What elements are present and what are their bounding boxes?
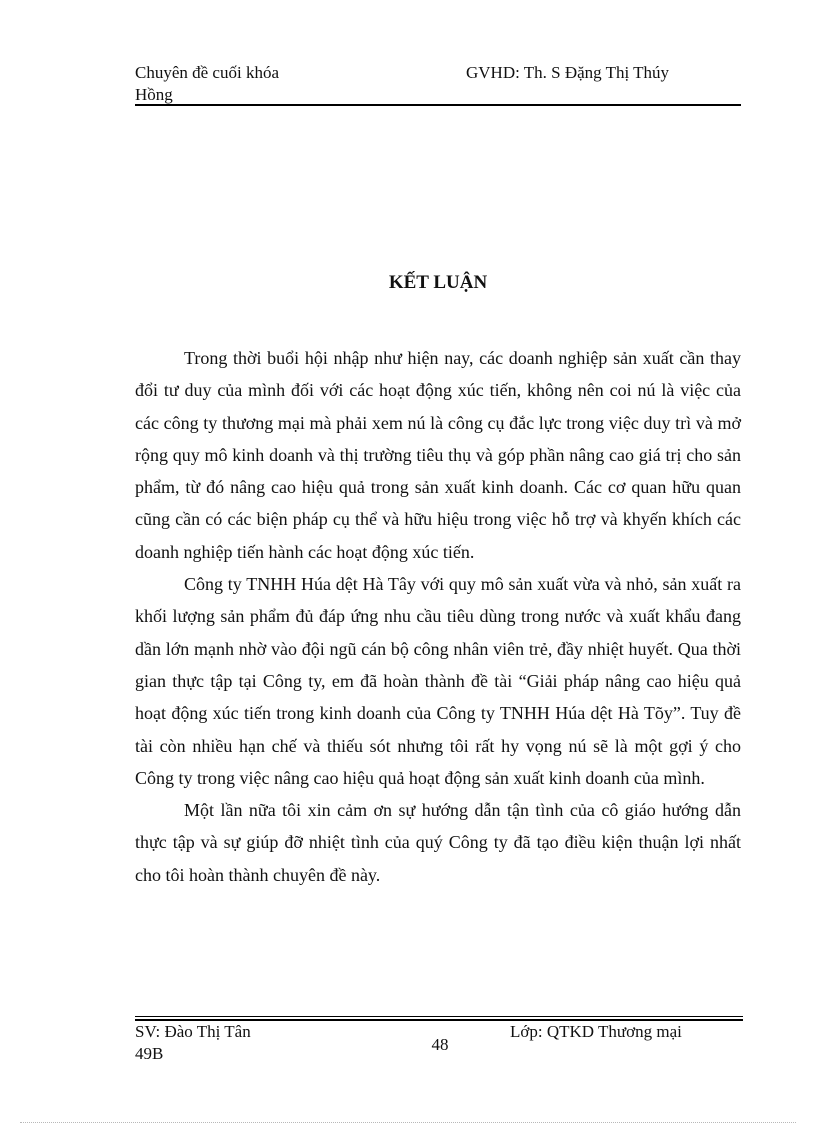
header-left (135, 62, 279, 106)
footer-student-name: SV: Đào Thị Tân (135, 1022, 251, 1041)
paragraph-2: Công ty TNHH Húa dệt Hà Tây với quy mô sản xuất vừa và nhỏ, sản xuất ra khối lượng sản phẩm đủ đáp ứng nhu cầu tiêu dùng trong nước và xuất khẩu đang dần lớn mạnh nhờ vào đội ngũ cán bộ công nhân viên trẻ, đầy nhiệt huyết. Qua thời gian thực tập tại Công ty, em đã hoàn thành đề tài “Giải pháp nâng cao hiệu quả hoạt động xúc tiến trong kinh doanh của Công ty TNHH Húa dệt Hà Tõy”. Tuy đề tài còn nhiều hạn chế và thiếu sót nhưng tôi rất hy vọng nú sẽ là một gợi ý cho Công ty trong việc nâng cao hiệu quả hoạt động sản xuất kinh doanh của mình. (135, 574, 741, 788)
header-supervisor: GVHD: Th. S Đặng Thị Thúy (466, 63, 670, 82)
header-course-label: Chuyên đề cuối khóa (135, 63, 279, 82)
footer-divider-thin (135, 1016, 743, 1017)
page-number: 48 (431, 1035, 449, 1054)
document-body (135, 342, 741, 891)
footer-student-class-code: 49B (135, 1044, 164, 1063)
header-divider (135, 104, 741, 106)
paragraph-3: Một lần nữa tôi xin cảm ơn sự hướng dẫn tận tình của cô giáo hướng dẫn thực tập và sự giúp đỡ nhiệt tình của quý Công ty đã tạo điều kiện thuận lợi nhất cho tôi hoàn thành chuyên đề này. (135, 800, 741, 885)
footer-class: Lớp: QTKD Thương mại (510, 1022, 682, 1041)
header-course-label-continued: Hồng (135, 85, 173, 104)
page-title: KẾT LUẬN (388, 272, 488, 293)
paragraph-1: Trong thời buổi hội nhập như hiện nay, các doanh nghiệp sản xuất cần thay đổi tư duy của mình đối với các hoạt động xúc tiến, không nên coi nú là việc của các công ty thương mại mà phải xem nú là công cụ đắc lực trong việc duy trì và mở rộng quy mô kinh doanh và thị trường tiêu thụ và góp phần nâng cao giá trị cho sản phẩm, từ đó nâng cao hiệu quả trong sản xuất kinh doanh. Các cơ quan hữu quan cũng cần có các biện pháp cụ thể và hữu hiệu trong việc hỗ trợ và khyến khích các doanh nghiệp tiến hành các hoạt động xúc tiến. (135, 348, 741, 562)
footer-student (135, 1021, 251, 1065)
